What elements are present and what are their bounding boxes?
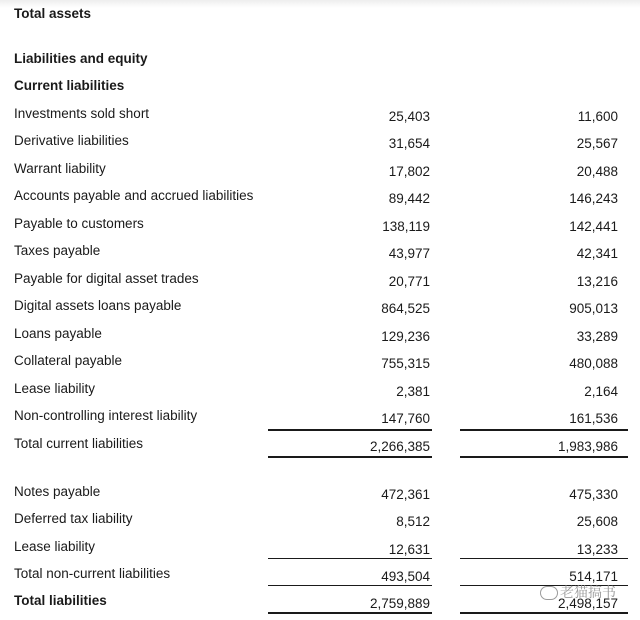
lease-liability-noncurrent-row xyxy=(0,533,640,560)
value-col1: 89,442 xyxy=(388,191,430,206)
row-label: Investments sold short xyxy=(14,106,150,121)
total-rule-col1 xyxy=(268,585,432,586)
loans-payable-row xyxy=(0,320,640,347)
row-label: Payable to customers xyxy=(14,216,144,231)
value-col2: 514,171 xyxy=(569,569,618,584)
row-label: Accounts payable and accrued liabilities xyxy=(14,188,254,203)
value-col2: 1,983,986 xyxy=(557,439,618,454)
subtotal-rule-col2 xyxy=(460,558,628,559)
collateral-payable-row xyxy=(0,347,640,374)
wechat-icon xyxy=(540,586,558,600)
value-col1: 8,512 xyxy=(396,514,430,529)
value-col1: 864,525 xyxy=(381,301,430,316)
value-col1: 2,266,385 xyxy=(369,439,430,454)
value-col2: 142,441 xyxy=(569,219,618,234)
warrant-liability-row xyxy=(0,155,640,182)
value-col1: 129,236 xyxy=(381,329,430,344)
watermark-text: 老猫搞书 xyxy=(560,584,616,600)
value-col1: 43,977 xyxy=(388,246,430,261)
liabilities-equity-heading xyxy=(0,45,640,72)
taxes-payable-row xyxy=(0,237,640,264)
value-col1: 493,504 xyxy=(381,569,430,584)
total-assets-row xyxy=(0,0,640,27)
payable-digital-trades-row xyxy=(0,265,640,292)
section-subheading: Current liabilities xyxy=(14,78,125,93)
final-rule-col1 xyxy=(268,612,432,614)
row-label: Lease liability xyxy=(14,539,96,554)
value-col1: 17,802 xyxy=(388,164,430,179)
value-col2: 480,088 xyxy=(569,356,618,371)
investments-sold-short-row xyxy=(0,100,640,127)
value-col2: 33,289 xyxy=(576,329,618,344)
section-heading: Liabilities and equity xyxy=(14,51,148,66)
row-label: Lease liability xyxy=(14,381,96,396)
value-col1: 31,654 xyxy=(388,136,430,151)
payable-to-customers-row xyxy=(0,210,640,237)
row-label: Total liabilities xyxy=(14,593,107,608)
value-col2: 42,341 xyxy=(576,246,618,261)
value-col2: 25,567 xyxy=(576,136,618,151)
digital-assets-loans-row xyxy=(0,292,640,319)
value-col2: 13,233 xyxy=(576,542,618,557)
subtotal-rule-col1 xyxy=(268,558,432,559)
total-current-liabilities-row xyxy=(0,430,640,457)
value-col2: 2,498,157 xyxy=(557,596,618,611)
lease-liability-current-row xyxy=(0,375,640,402)
value-col2: 20,488 xyxy=(576,164,618,179)
notes-payable-row xyxy=(0,478,640,505)
final-rule-col2 xyxy=(460,612,628,614)
value-col1: 2,381 xyxy=(396,384,430,399)
value-col1: 138,119 xyxy=(382,219,430,234)
value-col1: 472,361 xyxy=(381,487,430,502)
watermark xyxy=(540,582,616,602)
accounts-payable-row xyxy=(0,182,640,209)
value-col1: 755,315 xyxy=(381,356,430,371)
row-label: Derivative liabilities xyxy=(14,133,129,148)
row-label: Non-controlling interest liability xyxy=(14,408,198,423)
row-label: Digital assets loans payable xyxy=(14,298,182,313)
row-label: Taxes payable xyxy=(14,243,101,258)
row-label: Warrant liability xyxy=(14,161,106,176)
current-liabilities-heading xyxy=(0,72,640,99)
value-col1: 25,403 xyxy=(388,109,430,124)
total-rule-col2 xyxy=(460,456,628,458)
value-col1: 12,631 xyxy=(388,542,430,557)
row-label: Total non-current liabilities xyxy=(14,566,171,581)
derivative-liabilities-row xyxy=(0,127,640,154)
row-label: Notes payable xyxy=(14,484,101,499)
value-col2: 25,608 xyxy=(576,514,618,529)
value-col2: 475,330 xyxy=(569,487,618,502)
value-col2: 2,164 xyxy=(584,384,618,399)
value-col1: 147,760 xyxy=(381,411,430,426)
deferred-tax-row xyxy=(0,505,640,532)
value-col1: 2,759,889 xyxy=(369,596,430,611)
row-label: Total assets xyxy=(14,6,92,21)
value-col2: 13,216 xyxy=(576,274,618,289)
row-label: Loans payable xyxy=(14,326,102,341)
total-rule-col1 xyxy=(268,456,432,458)
value-col2: 161,536 xyxy=(569,411,618,426)
row-label: Deferred tax liability xyxy=(14,511,133,526)
value-col1: 20,771 xyxy=(388,274,430,289)
row-label: Total current liabilities xyxy=(14,436,144,451)
value-col2: 146,243 xyxy=(569,191,618,206)
row-label: Collateral payable xyxy=(14,353,123,368)
non-controlling-interest-row xyxy=(0,402,640,429)
value-col2: 11,600 xyxy=(577,109,618,124)
row-label: Payable for digital asset trades xyxy=(14,271,199,286)
value-col2: 905,013 xyxy=(569,301,618,316)
